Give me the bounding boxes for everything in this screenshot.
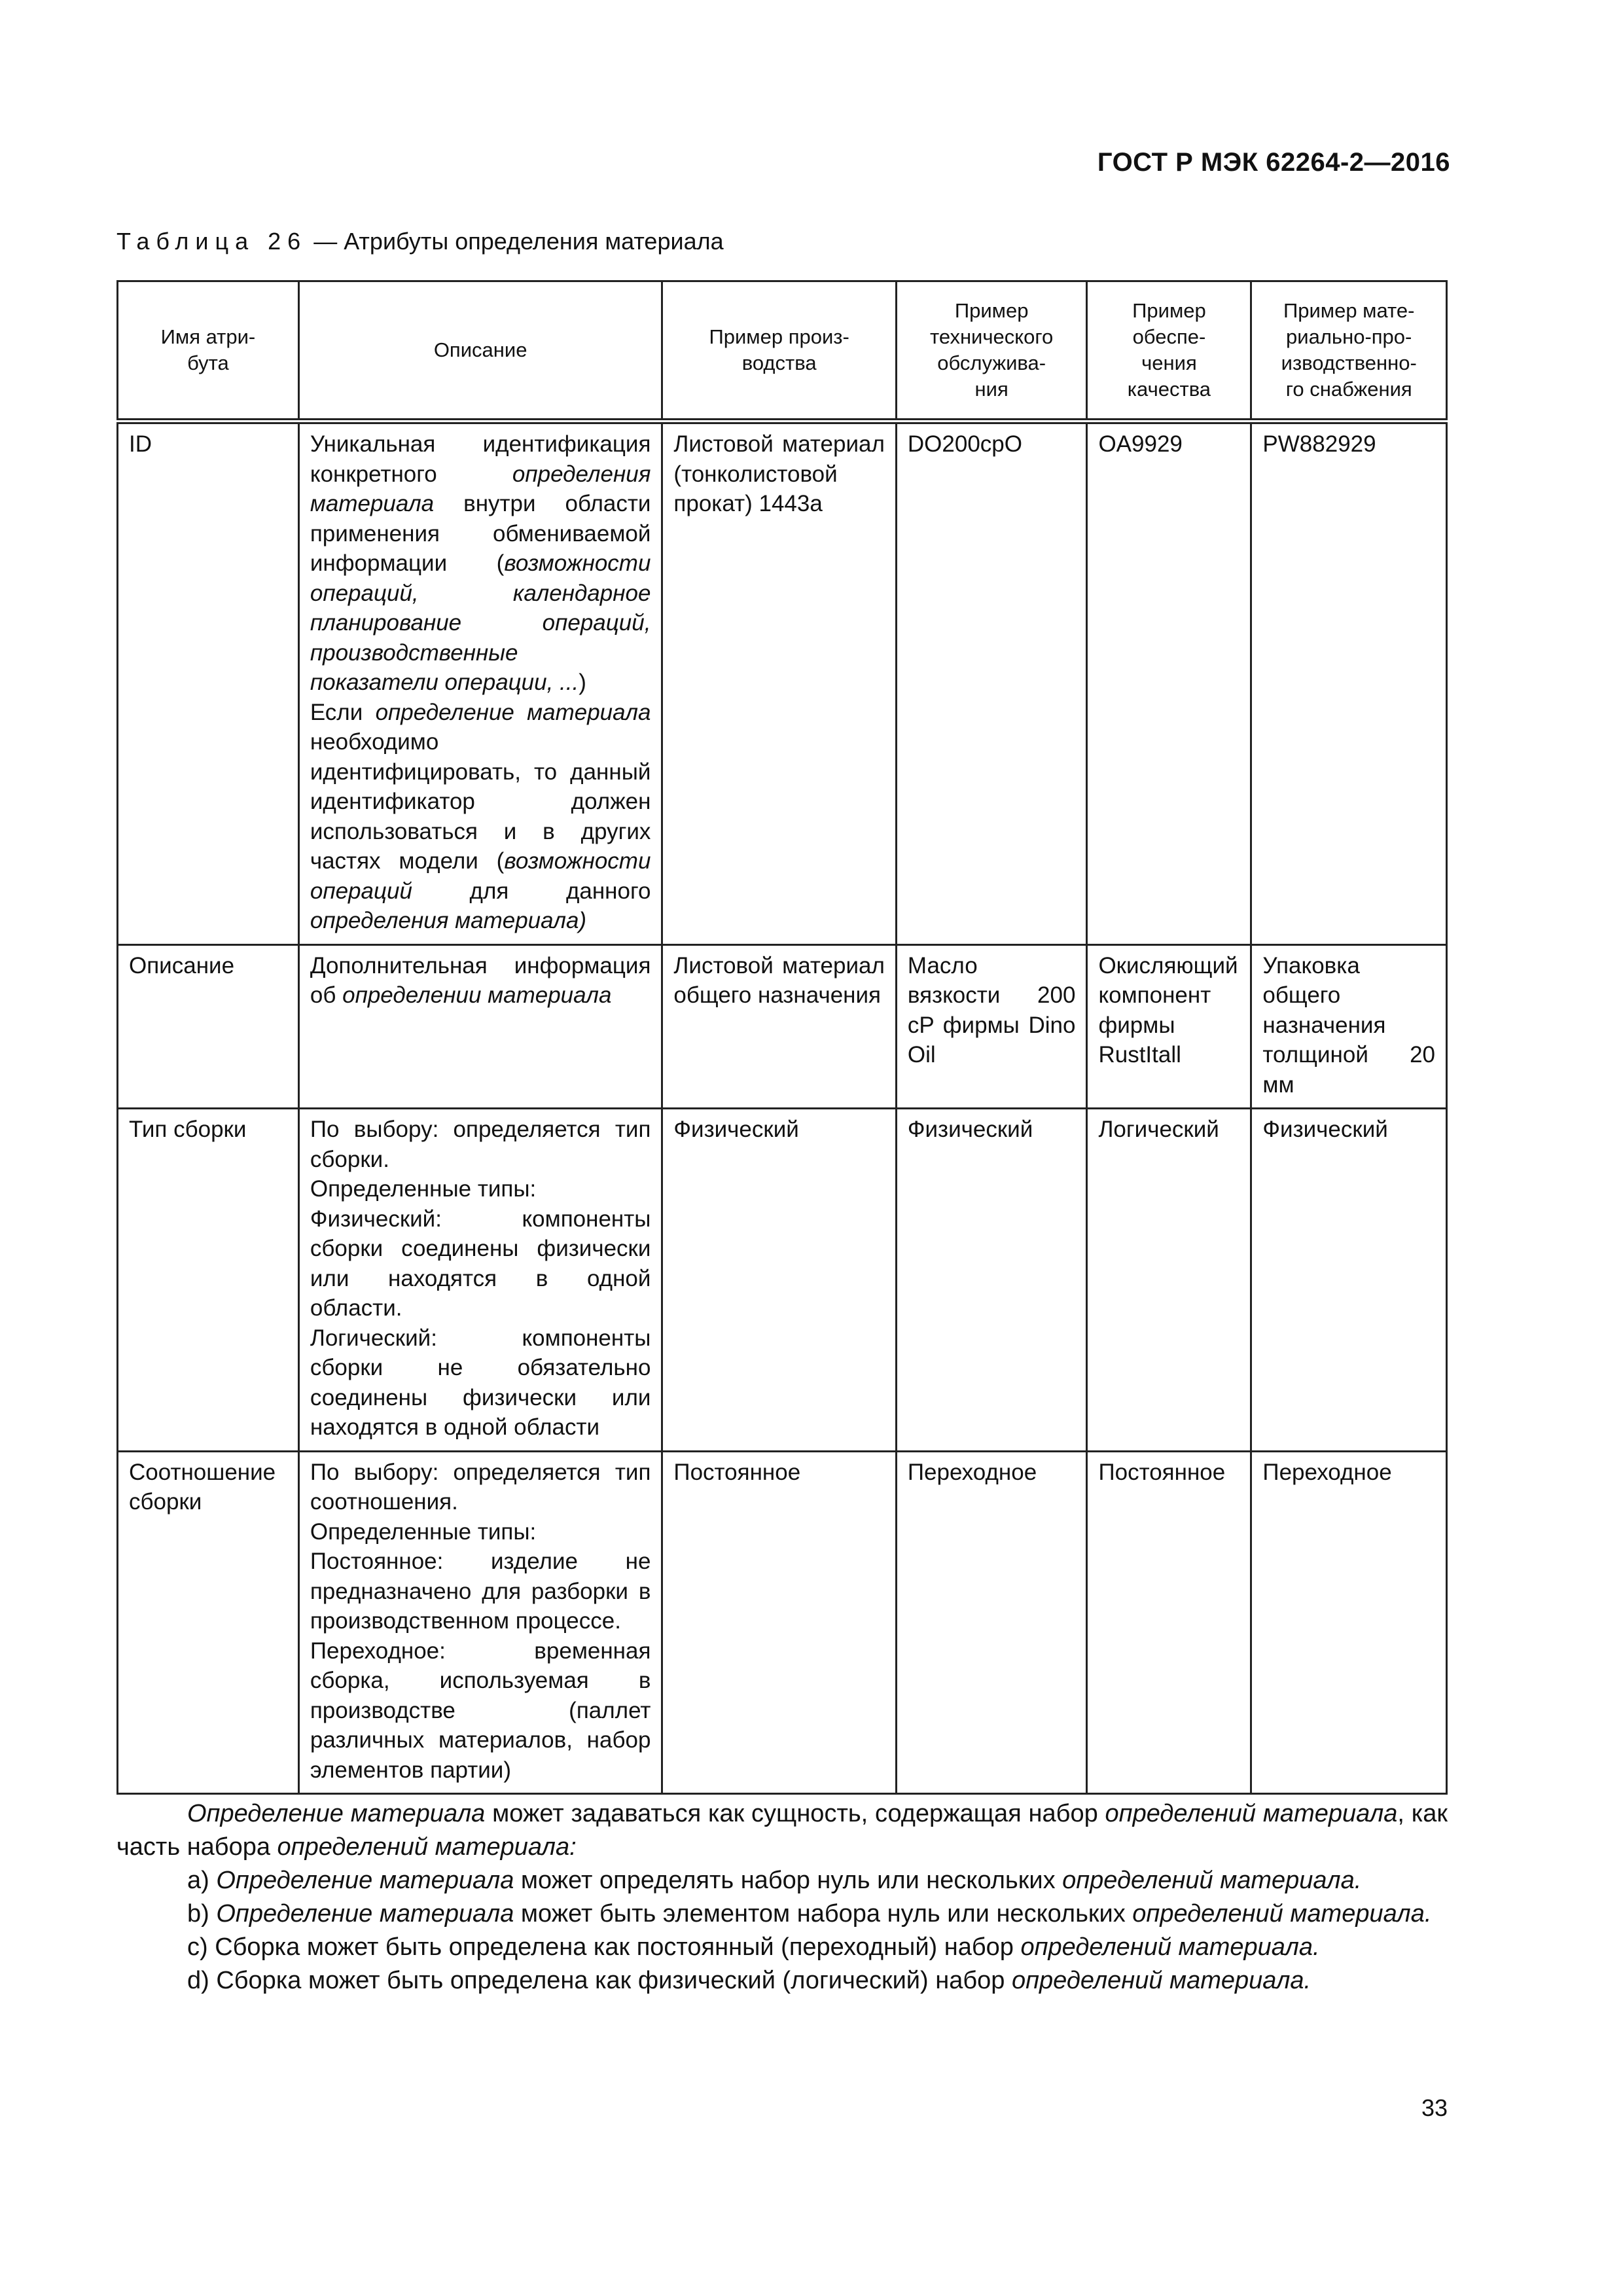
cell-inventory: Переходное [1251,1451,1447,1794]
cell-maintenance: Масло вязкости 200 cP фирмы Dino Oil [896,944,1087,1109]
cell-production: Листовой материал (тонколистовой прокат) 1443a [662,422,896,945]
body-paragraph: Определение материала может задаваться как сущность, содержащая набор определений материала, как часть набора определений материала: [116,1800,1448,1861]
cell-quality: OA9929 [1087,422,1251,945]
list-item-c: c) Сборка может быть определена как постоянный (переходный) набор определений материала. [187,1933,1320,1961]
attributes-table [116,280,1448,1795]
cell-name: ID [118,422,299,945]
list-item-a: a) Определение материала может определять набор нуль или нескольких определений материала. [187,1867,1362,1894]
table-row [118,1109,1447,1452]
cell-description: По выбору: определяется тип соотношения. Определенные типы: Постоянное: изделие не предназначено для разборки в производственном процессе. Переходное: временная сборка, используемая в производстве (паллет различных материалов, набор элементов партии) [298,1451,662,1794]
table-row [118,422,1447,945]
table-header-row [118,281,1447,422]
cell-name: Тип сборки [118,1109,299,1452]
cell-description: Дополнительная информация об определении материала [298,944,662,1109]
header-production-example: Пример произ- водства [662,281,896,422]
list-item-d: d) Сборка может быть определена как физический (логический) набор определений материала. [187,1967,1311,1994]
header-maintenance-example: Пример технического обслужива- ния [896,281,1087,422]
cell-maintenance: Физический [896,1109,1087,1452]
cell-name: Описание [118,944,299,1109]
table-caption [116,228,724,255]
cell-quality: Логический [1087,1109,1251,1452]
header-quality-example: Пример обеспе- чения качества [1087,281,1251,422]
cell-description: По выбору: определяется тип сборки. Определенные типы: Физический: компоненты сборки соединены физически или находятся в одной области. Логический: компоненты сборки не обязательно соединены физически или находятся в одной области [298,1109,662,1452]
cell-maintenance: Переходное [896,1451,1087,1794]
cell-production: Постоянное [662,1451,896,1794]
body-text [116,1797,1448,1998]
cell-maintenance: DO200cpO [896,422,1087,945]
standard-header: ГОСТ Р МЭК 62264-2—2016 [1097,148,1450,177]
cell-quality: Окисляющий компонент фирмы RustItall [1087,944,1251,1109]
table-row [118,944,1447,1109]
cell-inventory: PW882929 [1251,422,1447,945]
table-number: Таблица 26 [116,228,308,255]
list-item-b: b) Определение материала может быть элементом набора нуль или нескольких определений материала. [187,1900,1432,1928]
table-title: — Атрибуты определения материала [307,228,724,255]
header-attribute-name: Имя атри- бута [118,281,299,422]
cell-name: Соотношение сборки [118,1451,299,1794]
table-row [118,1451,1447,1794]
cell-quality: Постоянное [1087,1451,1251,1794]
cell-inventory: Физический [1251,1109,1447,1452]
cell-description: Уникальная идентификация конкретного определения материала внутри области применения обмениваемой информации (возможности операций, календарное планирование операций, производственные показатели операции, ...) Если определение материала необходимо идентифицировать, то данный идентификатор должен использоваться и в других частях модели (возможности операций для данного определения материала) [298,422,662,945]
cell-production: Листовой материал общего назначения [662,944,896,1109]
page-number: 33 [1421,2094,1448,2121]
header-description: Описание [298,281,662,422]
cell-inventory: Упаковка общего назначения толщиной 20 мм [1251,944,1447,1109]
header-inventory-example: Пример мате- риально-про- изводственно- го снабжения [1251,281,1447,422]
cell-production: Физический [662,1109,896,1452]
